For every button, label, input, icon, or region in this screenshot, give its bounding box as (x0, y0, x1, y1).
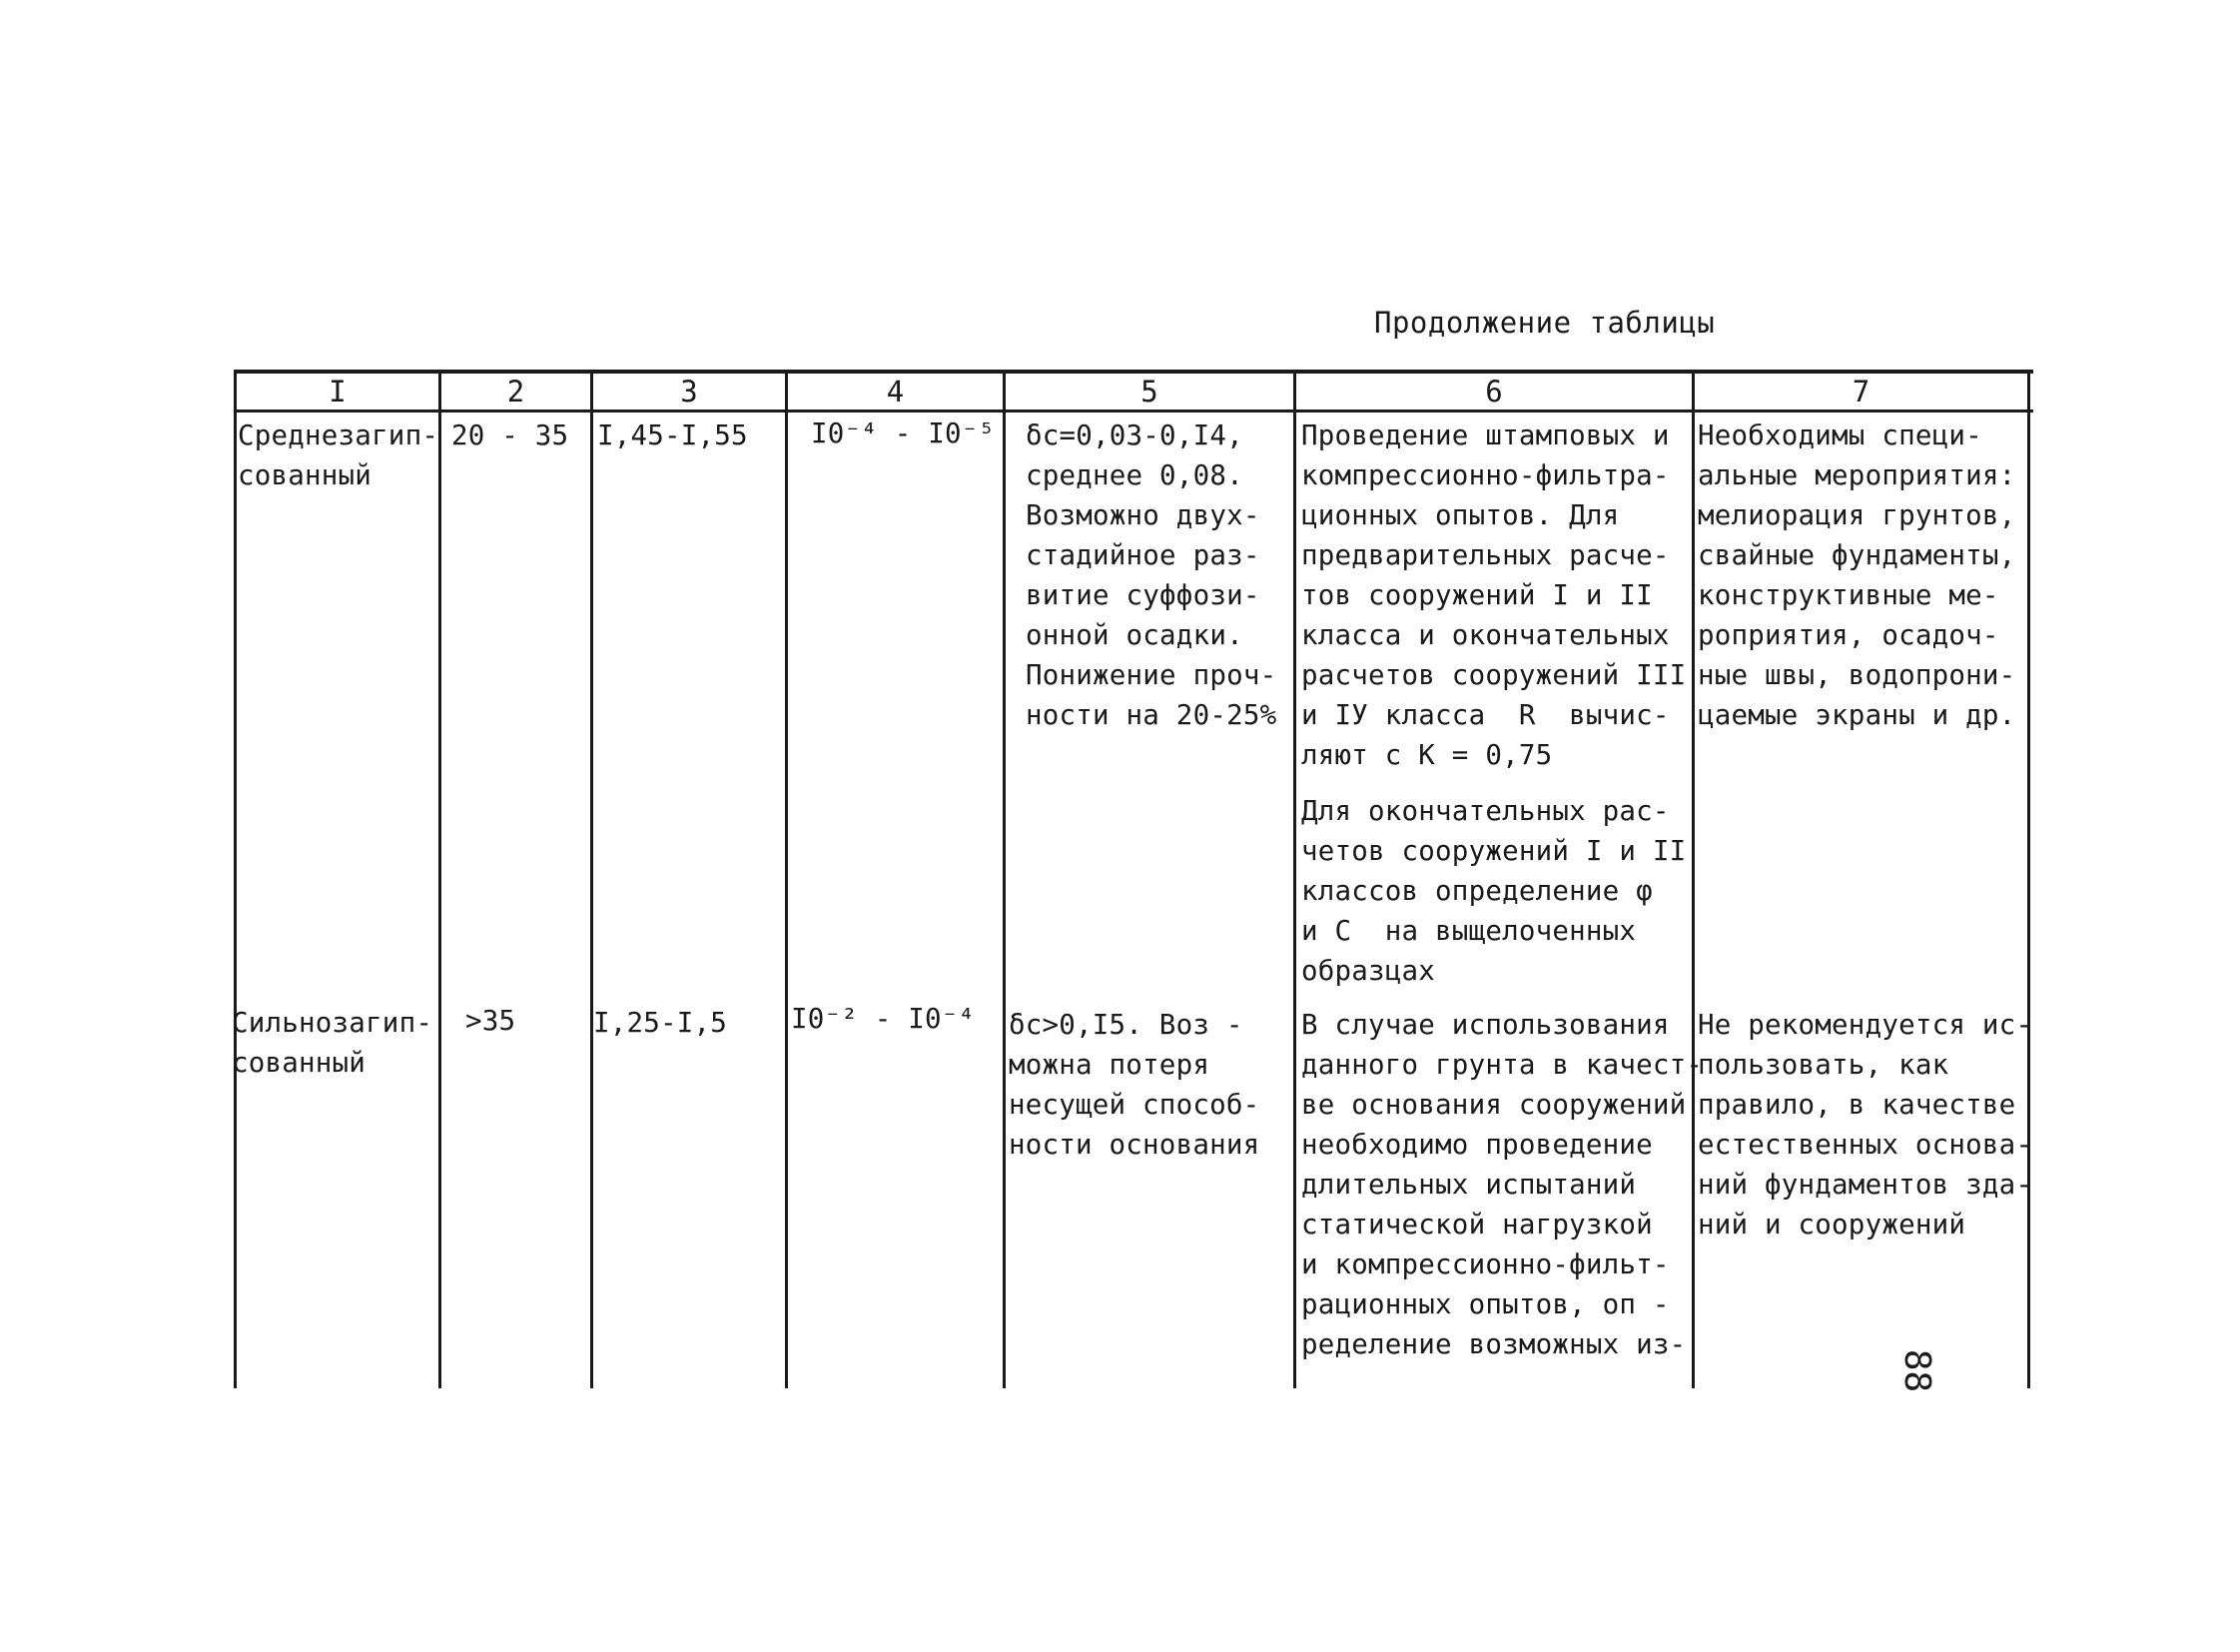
col-border-5-6 (1293, 370, 1296, 1388)
col-border-4-5 (1003, 370, 1006, 1388)
page-number: 88 (1896, 1348, 1938, 1393)
table-caption: Продолжение таблицы (1374, 306, 1716, 340)
row1-density: I,45-I,55 (597, 419, 748, 451)
row2-soil-type: Сильнозагип- сованный (232, 1007, 433, 1079)
header-col-4: 4 (886, 375, 905, 409)
header-bottom-border (236, 410, 2033, 413)
row2-recommendation: Не рекомендуется ис- пользовать, как правило, в качестве естественных основа- ний фундаментов зда- ний и сооружений (1698, 1009, 2033, 1240)
header-col-1: I (329, 375, 347, 409)
col-border-left (234, 370, 237, 1388)
header-col-7: 7 (1852, 375, 1870, 409)
row2-density: I,25-I,5 (593, 1007, 728, 1039)
row1-permeability: I0⁻⁴ - I0⁻⁵ (811, 417, 996, 449)
header-col-5: 5 (1140, 375, 1158, 409)
row1-deformation-notes: δc=0,03-0,I4, среднее 0,08. Возможно двух- стадийное раз- витие суффози- онной осадки. Понижение проч- ности на 20-25% (1026, 419, 1277, 731)
row2-permeability: I0⁻² - I0⁻⁴ (791, 1003, 976, 1035)
row1-gypsum-content: 20 - 35 (451, 419, 569, 451)
col-border-3-4 (785, 370, 788, 1388)
row1-testing-notes-final: Для окончательных рас- четов сооружений I и II классов определение φ и C на выщелоченных образцах (1301, 795, 1687, 987)
row1-testing-notes: Проведение штамповых и компрессионно-фильтра- ционных опытов. Для предварительных расче- тов сооружений I и II класса и окончательных расчетов сооружений III и IУ класса R вычис- ляют с K = 0,75 (1301, 419, 1687, 771)
row2-gypsum-content: >35 (465, 1005, 516, 1037)
row2-testing-notes: В случае использования данного грунта в качест- ве основания сооружений необходимо проведение длительных испытаний статической нагрузкой и компрессионно-фильт- рационных опытов, оп - ределение возможных из- (1301, 1009, 1704, 1360)
col-border-2-3 (590, 370, 593, 1388)
header-col-3: 3 (680, 375, 698, 409)
col-border-1-2 (438, 370, 441, 1388)
header-col-6: 6 (1485, 375, 1503, 409)
row2-deformation-notes: δc>0,I5. Воз - можна потеря несущей способ- ности основания (1009, 1009, 1260, 1161)
row1-measures: Необходимы специ- альные мероприятия: мелиорация грунтов, свайные фундаменты, конструктивные ме- роприятия, осадоч- ные швы, водопрони- цаемые экраны и др. (1698, 419, 2016, 731)
row1-soil-type: Среднезагип- сованный (238, 419, 439, 491)
header-col-2: 2 (506, 375, 525, 409)
